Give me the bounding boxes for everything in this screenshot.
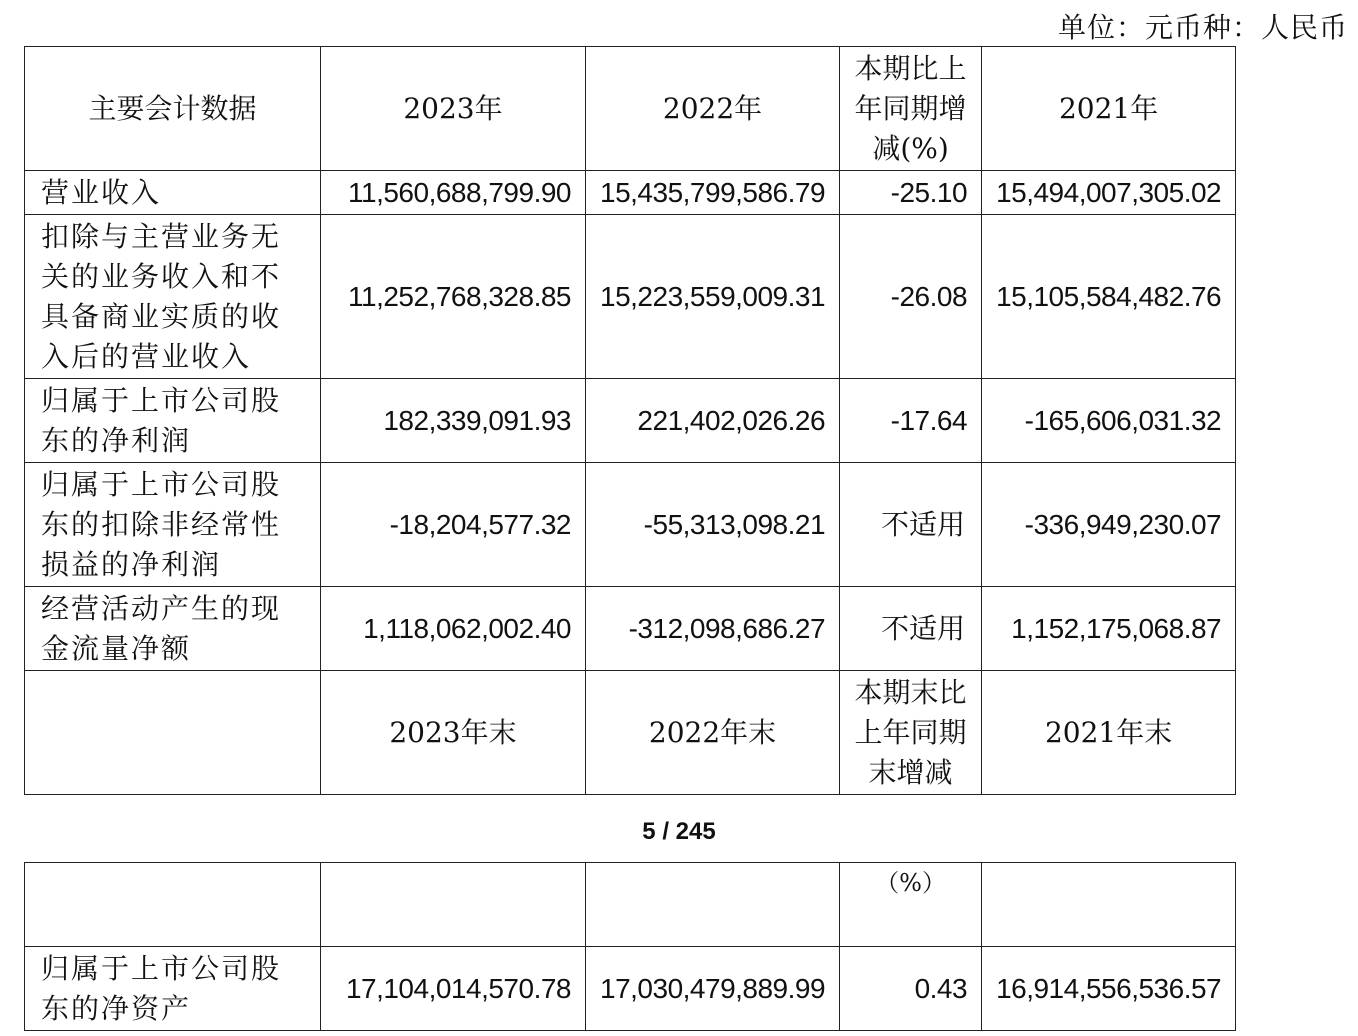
table-row xyxy=(25,379,1236,463)
header-change: 本期比上年同期增减(%) xyxy=(840,47,982,171)
row-label: 营业收入 xyxy=(25,171,321,215)
table-row xyxy=(25,947,1236,1031)
row-label: 经营活动产生的现金流量净额 xyxy=(25,587,321,671)
value-change: 不适用 xyxy=(840,463,982,587)
value-2022: 15,223,559,009.31 xyxy=(586,215,840,379)
value-2023: 1,118,062,002.40 xyxy=(321,587,586,671)
accounting-data-table xyxy=(24,46,1236,795)
subheader-yearend-2023: 2023年末 xyxy=(321,671,586,795)
value-change: 不适用 xyxy=(840,587,982,671)
value-2022: 221,402,026.26 xyxy=(586,379,840,463)
percent-unit: （%） xyxy=(840,863,982,947)
row-label: 归属于上市公司股东的扣除非经常性损益的净利润 xyxy=(25,463,321,587)
value-2022: 15,435,799,586.79 xyxy=(586,171,840,215)
table-row xyxy=(25,587,1236,671)
header-item: 主要会计数据 xyxy=(25,47,321,171)
empty-cell xyxy=(586,863,840,947)
table-header-row xyxy=(25,47,1236,171)
row-label: 归属于上市公司股东的净利润 xyxy=(25,379,321,463)
subheader-item xyxy=(25,671,321,795)
value-2023: 11,252,768,328.85 xyxy=(321,215,586,379)
value-2023: -18,204,577.32 xyxy=(321,463,586,587)
empty-cell xyxy=(25,863,321,947)
unit-currency-note: 单位：元币种：人民币 xyxy=(1057,11,1348,44)
value-2021: 1,152,175,068.87 xyxy=(982,587,1236,671)
empty-cell xyxy=(321,863,586,947)
value-2021: -165,606,031.32 xyxy=(982,379,1236,463)
subheader-yearend-2021: 2021年末 xyxy=(982,671,1236,795)
table-row xyxy=(25,171,1236,215)
table-subheader-row xyxy=(25,671,1236,795)
subheader-yearend-2022: 2022年末 xyxy=(586,671,840,795)
table-row xyxy=(25,463,1236,587)
value-change: 0.43 xyxy=(840,947,982,1031)
value-change: -26.08 xyxy=(840,215,982,379)
value-2021: 16,914,556,536.57 xyxy=(982,947,1236,1031)
value-2023: 17,104,014,570.78 xyxy=(321,947,586,1031)
value-2021: -336,949,230.07 xyxy=(982,463,1236,587)
row-label: 归属于上市公司股东的净资产 xyxy=(25,947,321,1031)
subheader-change: 本期末比上年同期末增减 xyxy=(840,671,982,795)
row-label: 扣除与主营业务无关的业务收入和不具备商业实质的收入后的营业收入 xyxy=(25,215,321,379)
value-change: -25.10 xyxy=(840,171,982,215)
header-year-2023: 2023年 xyxy=(321,47,586,171)
accounting-data-table-continued xyxy=(24,862,1236,1031)
table-header-continued-row xyxy=(25,863,1236,947)
empty-cell xyxy=(982,863,1236,947)
page-number: 5 / 245 xyxy=(642,818,716,845)
value-2022: -312,098,686.27 xyxy=(586,587,840,671)
value-2023: 11,560,688,799.90 xyxy=(321,171,586,215)
value-change: -17.64 xyxy=(840,379,982,463)
table-row xyxy=(25,215,1236,379)
value-2021: 15,105,584,482.76 xyxy=(982,215,1236,379)
header-year-2022: 2022年 xyxy=(586,47,840,171)
value-2022: 17,030,479,889.99 xyxy=(586,947,840,1031)
value-2022: -55,313,098.21 xyxy=(586,463,840,587)
value-2023: 182,339,091.93 xyxy=(321,379,586,463)
value-2021: 15,494,007,305.02 xyxy=(982,171,1236,215)
header-year-2021: 2021年 xyxy=(982,47,1236,171)
